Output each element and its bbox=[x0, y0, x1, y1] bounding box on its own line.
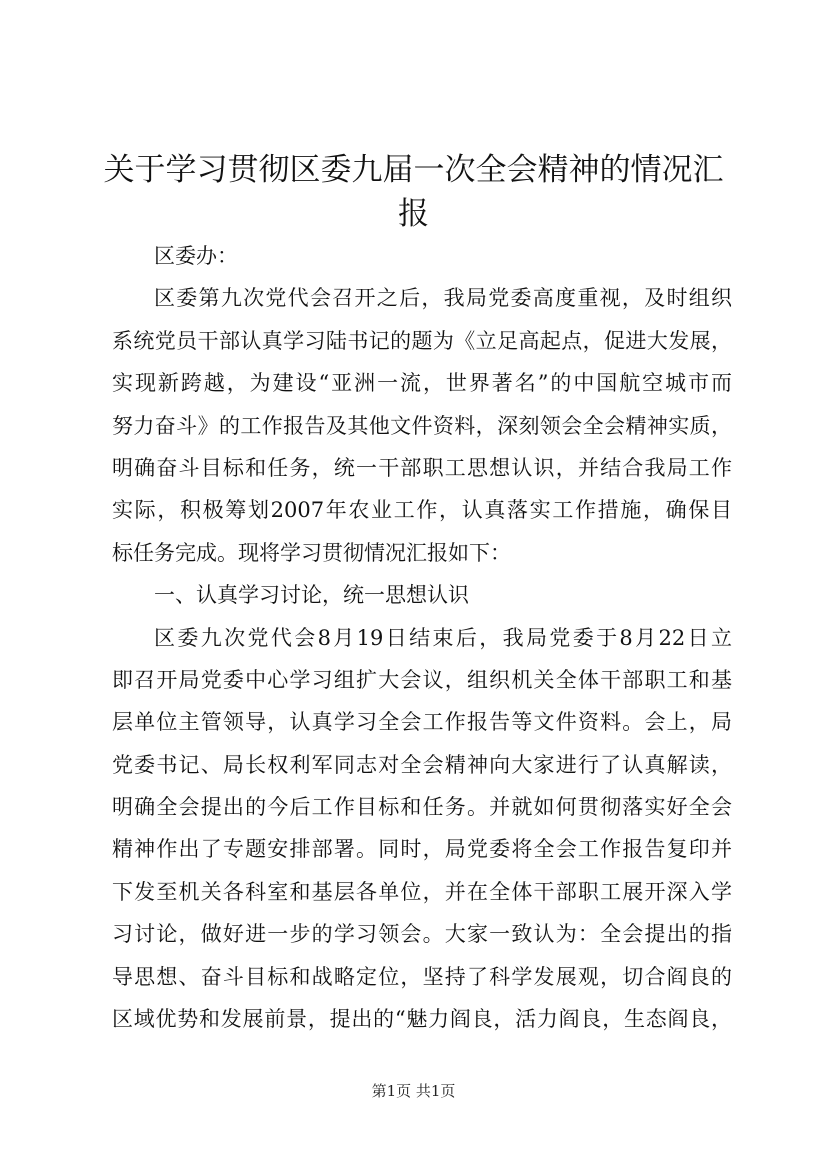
paragraph-2-line: 精神作出了专题安排部署。同时，局党委将全会工作报告复印并 bbox=[112, 837, 732, 862]
section-heading-1: 一、认真学习讨论，统一思想认识 bbox=[154, 583, 469, 608]
paragraph-2-line: 区委九次党代会8月19日结束后，我局党委于8月22日立 bbox=[154, 625, 732, 650]
paragraph-1-line: 标任务完成。现将学习贯彻情况汇报如下： bbox=[112, 540, 511, 565]
paragraph-1-line: 实现新跨越，为建设“亚洲一流，世界著名”的中国航空城市而 bbox=[112, 371, 732, 396]
paragraph-2-line: 层单位主管领导，认真学习全会工作报告等文件资料。会上，局 bbox=[112, 710, 732, 735]
document-body bbox=[112, 232, 732, 1037]
paragraph-2-line: 明确全会提出的今后工作目标和任务。并就如何贯彻落实好全会 bbox=[112, 795, 732, 820]
paragraph-2-line: 下发至机关各科室和基层各单位，并在全体干部职工展开深入学 bbox=[112, 879, 732, 904]
page-number-footer: 第1页 共1页 bbox=[371, 1082, 456, 1100]
paragraph-2-line: 导思想、奋斗目标和战略定位，坚持了科学发展观，切合阎良的 bbox=[112, 964, 732, 989]
paragraph-1-line: 实际，积极筹划2007年农业工作，认真落实工作措施，确保目 bbox=[112, 498, 732, 523]
paragraph-1-line: 系统党员干部认真学习陆书记的题为《立足高起点，促进大发展， bbox=[112, 328, 732, 353]
paragraph-1-line: 努力奋斗》的工作报告及其他文件资料，深刻领会全会精神实质， bbox=[112, 413, 732, 438]
paragraph-2-line: 区域优势和发展前景，提出的“魅力阎良，活力阎良，生态阎良， bbox=[112, 1007, 732, 1032]
paragraph-2-line: 即召开局党委中心学习组扩大会议，组织机关全体干部职工和基 bbox=[112, 667, 732, 692]
paragraph-1-line: 明确奋斗目标和任务，统一干部职工思想认识，并结合我局工作 bbox=[112, 455, 732, 480]
document-title-line-2: 报 bbox=[398, 196, 429, 232]
paragraph-2-line: 习讨论，做好进一步的学习领会。大家一致认为：全会提出的指 bbox=[112, 922, 732, 947]
salutation: 区委办： bbox=[154, 244, 238, 268]
document-title-line-1: 关于学习贯彻区委九届一次全会精神的情况汇 bbox=[103, 152, 724, 188]
paragraph-1-line: 区委第九次党代会召开之后，我局党委高度重视，及时组织 bbox=[154, 286, 732, 311]
paragraph-2-line: 党委书记、局长权利军同志对全会精神向大家进行了认真解读， bbox=[112, 752, 732, 777]
